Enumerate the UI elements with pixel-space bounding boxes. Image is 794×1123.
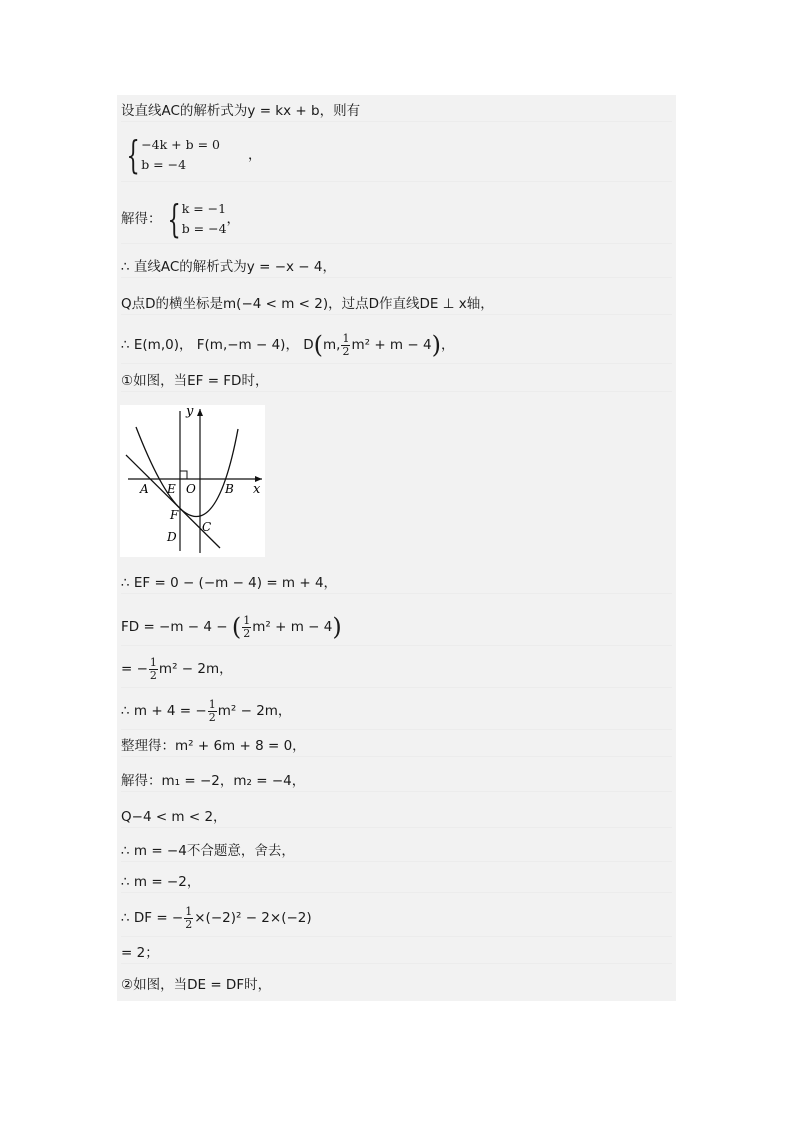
label-c: C xyxy=(202,520,212,534)
line-case-1 xyxy=(121,371,672,392)
df-result: = 2； xyxy=(121,945,159,961)
line-equation xyxy=(121,693,672,730)
line-case-2 xyxy=(121,975,672,995)
line-df-result xyxy=(121,943,672,964)
ac-expression: ∴ 直线AC的解析式为y = −x − 4， xyxy=(121,259,336,275)
equation-system xyxy=(141,135,220,175)
line-rearrange xyxy=(121,736,672,757)
line-fd xyxy=(121,609,672,646)
label-a: A xyxy=(140,482,149,496)
equation-right: m² − 2m， xyxy=(217,703,292,719)
line-point-d xyxy=(121,294,672,315)
coord-d-m: m, xyxy=(323,337,341,353)
label-o: O xyxy=(186,482,196,496)
fd-prefix: FD = −m − 4 − xyxy=(121,619,232,635)
solve-label: 解得： xyxy=(121,211,162,227)
label-f: F xyxy=(170,508,179,522)
paren-close: ) xyxy=(431,331,441,359)
fd-equals: = − xyxy=(121,661,148,677)
line-coordinates xyxy=(121,327,672,364)
case-2-heading: ②如图，当DE = DF时， xyxy=(121,977,272,993)
solution-page xyxy=(117,95,676,1001)
brace-icon: { xyxy=(166,197,181,241)
label-x: x xyxy=(253,482,261,497)
coord-d-y: m² + m − 4 xyxy=(351,337,432,353)
range-condition: Q−4 < m < 2， xyxy=(121,809,227,825)
case-1-heading: ①如图，当EF = FD时， xyxy=(121,373,269,389)
paren-close: ) xyxy=(332,613,342,641)
fd-inner: m² + m − 4 xyxy=(252,619,333,635)
reject-root: ∴ m = −4不合题意，舍去， xyxy=(121,843,295,859)
line-fd-simplified xyxy=(121,651,672,688)
half-fraction: $\frac{1}{2}$ xyxy=(208,697,216,724)
half-fraction: $\frac{1}{2}$ xyxy=(185,904,193,931)
m-value: ∴ m = −2， xyxy=(121,874,201,890)
coord-ef: ∴ E(m,0)， F(m,−m − 4)， D xyxy=(121,337,314,353)
equation-1: −4k + b = 0 xyxy=(141,137,220,152)
solution-system xyxy=(182,199,227,239)
half-fraction: $\frac{1}{2}$ xyxy=(149,655,157,682)
comma: ， xyxy=(247,147,262,163)
line-ef xyxy=(121,573,672,594)
line-range xyxy=(121,807,672,828)
equation-left: ∴ m + 4 = − xyxy=(121,703,207,719)
df-prefix: ∴ DF = − xyxy=(121,910,184,926)
half-fraction: $\frac{1}{2}$ xyxy=(342,331,350,358)
comma: ， xyxy=(226,211,241,227)
paren-open: ( xyxy=(231,613,242,641)
y-axis-arrow-icon xyxy=(197,409,203,416)
label-d: D xyxy=(167,530,177,544)
label-b: B xyxy=(225,482,234,496)
paren-open: ( xyxy=(313,331,324,359)
parabola-figure xyxy=(120,405,265,557)
rearranged-equation: 整理得：m² + 6m + 8 = 0， xyxy=(121,738,306,754)
label-y: y xyxy=(186,405,194,419)
ef-value: ∴ EF = 0 − (−m − 4) = m + 4， xyxy=(121,575,338,591)
line-reject xyxy=(121,841,672,862)
line-ac-expression xyxy=(121,257,672,278)
line-setup xyxy=(121,101,672,122)
fd-simplified: m² − 2m， xyxy=(158,661,233,677)
df-computation: ×(−2)² − 2×(−2) xyxy=(194,910,312,926)
roots: 解得：m₁ = −2，m₂ = −4， xyxy=(121,773,306,789)
solution-k: k = −1 xyxy=(181,201,227,216)
label-e: E xyxy=(167,482,176,496)
solution-b: b = −4 xyxy=(181,221,227,236)
right-angle-mark xyxy=(180,471,187,479)
line-df xyxy=(121,900,672,937)
line-system-1 xyxy=(121,135,672,182)
line-roots xyxy=(121,771,672,792)
equation-2: b = −4 xyxy=(141,157,187,172)
line-solve-1 xyxy=(121,199,672,244)
comma: ， xyxy=(440,337,455,353)
point-d-text: Q点D的横坐标是m(−4 < m < 2)，过点D作直线DE ⊥ x轴， xyxy=(121,296,494,312)
line-m-value xyxy=(121,872,672,893)
setup-text: 设直线AC的解析式为y = kx + b，则有 xyxy=(121,103,361,119)
half-fraction: $\frac{1}{2}$ xyxy=(243,613,251,640)
brace-icon: { xyxy=(126,133,140,177)
